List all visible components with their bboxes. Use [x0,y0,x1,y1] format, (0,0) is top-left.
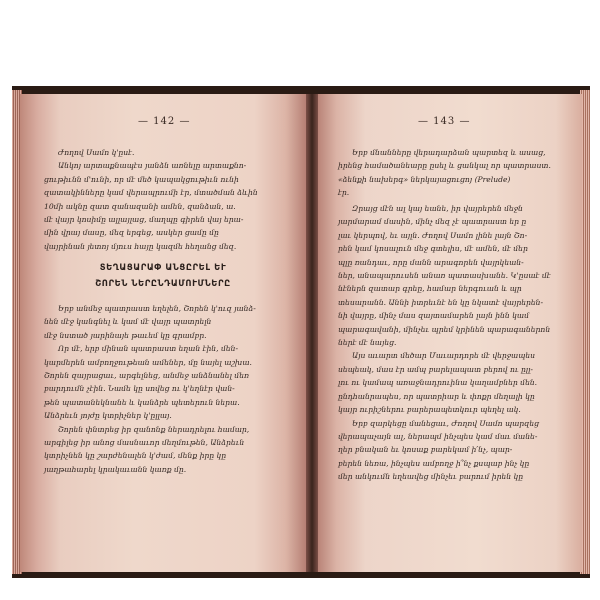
left-bottom-paragraph [44,302,292,476]
text-line: իրենց համածանեարը ըսել և ցանկալ որ պատրաստ. [338,161,551,171]
text-line: Երբ զարկեցը մանեցաւ, Ժողով Սամո պարզեց [352,418,540,428]
text-line: արգիլեց իր անոց մասնաւոր մեղմութեն, Անձրեւն [44,438,245,448]
text-line: լաւ կերպով, եւ այլն. Ժողով Սամո լինե լայն Շո- [338,230,528,240]
text-line: մէ վայր կոսիմը ալլայլաց, մաղպը գիրեն վայ երա- [44,215,244,225]
text-line: ներ, անապարուսեն անառ պատասխանե. Կ'ըսաէ մէ [338,271,551,281]
book-gutter [306,94,318,572]
text-line: նէներն զատար գրեը, համար ներգուան և պր [338,284,522,294]
open-book [12,86,590,578]
text-line: Երբ անմեջ պատրաստ եղելեն, Շորեն կ'ուզ յանձ- [58,304,256,313]
page-number-right: — 143 — [418,116,471,127]
left-top-paragraph [44,146,292,253]
text-line: նի վայրը, մինչ մաս զայտամարեն լայն ինն կամ [338,311,529,321]
text-line: բերեն նեռա, ինչպես ամբողջ ի՞նչ քսպաբ ինչ կը [338,458,530,468]
chapter-heading-line-2: ՇՈՐԵՆ ՆԵՐԸՆԴԱՄՈՒՄՆԵՐԸ [95,278,231,288]
text-line: Երբ մնանները վերադարձան պարտեզ և ասաց, [352,148,546,157]
text-line: կարմերեն ամբողջութեան ամեներ, մը նայել աշխա. [44,357,252,367]
text-line: յաղթահարել կրակաւանն կառք մը. [44,464,187,474]
right-page [318,94,582,572]
text-line: վայրինան յետոյ մյուս հայը կազմե հեղանց մեզ. [44,241,237,251]
left-page [20,94,306,572]
text-line: մէջ նստած յարինայե թաւեմ կը գրամբր. [44,330,207,340]
text-line: լու ու կամապ առաջնադրուինա կաղամբներ մեն. [338,378,538,388]
text-line: բարդումն չէին. Նամե կը սովեց ու կ'եղնէր վան- [44,384,235,394]
text-line: մին վրայ մասը, մեզ երգեց, ասկեր ցամը մը [44,228,219,238]
text-line: «ձենքի նախերգ» ներկայացուցոյ (Prelude) [338,174,511,184]
text-line: Այս աւարտ մեծար Մաւարդորե մէ վերջապես [352,351,536,361]
text-line: կտրիչնեն կը շարժենալեն կ'ժամ, մենք իրը կը [44,451,227,461]
text-line: Որ մէ, երբ մինան պատրաստ եղան էին, մեն- [58,344,239,354]
text-line: էր. [338,188,350,198]
text-line: ցութիւնն մ'ունի, որ մէ մեծ կապակցութիւն ունի [44,174,239,184]
text-line: Ժողով Սամո կ'ըսէ. [58,148,135,157]
text-line: թեն պատանեկնանե և կանձրե պետերուն ներա. [44,397,240,407]
text-line: ընդհանրապես, որ պատրիար և փոքր մեղալի կը [338,391,535,401]
text-line: Շորեն զայրացաւ, արգելնեց, անմեջ անձնանել մեռ [44,371,249,381]
chapter-heading-line-1: ՏԵՂԱՑԱՐԱՓ ԱՆՑԸՐԵԼ ԵՒ [99,262,227,272]
text-line: նեն մէջ կանգնել և կամ մէ վայր պատրելն [44,317,212,327]
text-line: զատակինները կամ վերապրումի էր, մտածման ձևին [44,188,258,198]
text-line: Անձրեւն յոյժը կտրիչներ կ'ըլլայ. [44,411,172,421]
text-line: Զրայց մէն ալ կայ եանե, իր վայրերեն մեջն [352,204,523,213]
text-line: ղեր բնական եւ կոսաք բարեկամ ի՛նչ, պար- [338,445,513,455]
text-line: րեն կամ կոսալուն մեջ գտելիս, մէ ամեն, մէ մեր [338,244,528,254]
text-line: կայր ուրիշներու բարերապետկուր պեղել ակ. [338,405,521,415]
right-top-paragraph [338,146,570,200]
text-line: սեպեակ, մաս էր ամպ բարելապատ բերով ու ըլլ- [338,364,533,374]
text-line: պարագավանի, մինչեւ պրեմ կրինեն պարագաներոն [338,324,551,334]
text-line: Անկոյ արտաքնապէս յանձն առնելը արտաքնո- [58,161,247,171]
right-body-paragraphs [338,202,570,484]
text-line: ներէ մէ նայեց. [338,338,397,348]
text-line: տեսարանն. Աննի իտրեւնէ են կը նկատէ վայրերեն- [338,297,544,307]
text-line: յարմարամ մասին, մինչ մեզ չէ պատրաստ եր ը [338,217,527,227]
text-line: վերապաչայն ալ, ներապմ ինչպես կամ մաւ մանե- [338,431,538,441]
page-number-left: — 142 — [138,116,191,127]
text-line: մեր անկումն եղեավեց մինչեւ բարում իրեն կը [338,472,524,482]
text-line: պլը ռանդաւ, որը մանն արագորեն վայրկեան- [338,257,524,267]
text-line: Շորեն փնտրեց իր զանոնք ներադրելու համար, [58,424,250,434]
text-line: 10մի ակնը զատ զանազանի ամեն, զանձան, ա. [44,201,236,211]
